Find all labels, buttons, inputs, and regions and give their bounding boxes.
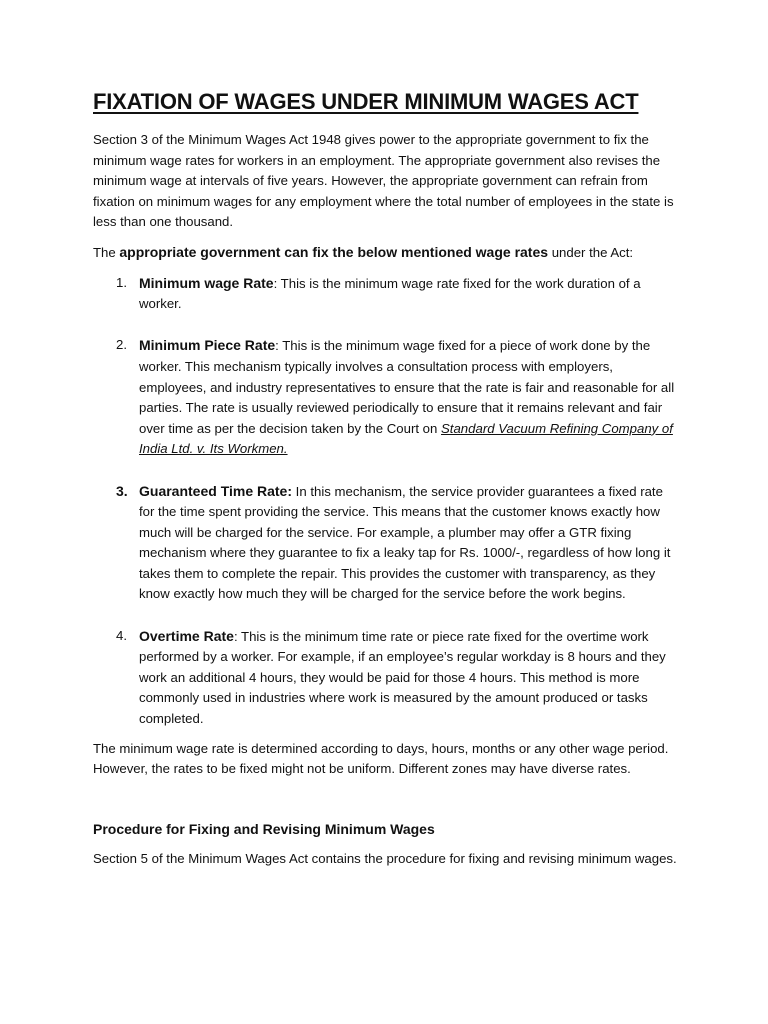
term-guaranteed-time-rate: Guaranteed Time Rate:: [139, 482, 293, 499]
term-minimum-wage-rate: Minimum wage Rate: [139, 274, 274, 291]
term-minimum-piece-rate: Minimum Piece Rate: [139, 337, 276, 354]
list-number: 1.: [116, 274, 127, 290]
procedure-paragraph: Section 5 of the Minimum Wages Act contains the procedure for fixing and revising minimum wages.: [93, 850, 677, 866]
list-item-guaranteed-time-rate: [93, 481, 678, 606]
lead-prefix: The: [93, 244, 120, 260]
list-number: 3.: [116, 482, 128, 499]
document-page: [93, 88, 678, 869]
definition-text: : This is the minimum wage rate fixed for the work duration of a worker.: [139, 275, 641, 312]
list-item-minimum-piece-rate: [93, 335, 678, 460]
list-number: 2.: [116, 337, 127, 353]
definition-text: : This is the minimum time rate or piece rate fixed for the overtime work performed by a worker. For example, if an employee’s regular workday is 8 hours and they work an additional 4 hours, they would be paid for those 4 hours. This method is more commonly used in industries where work is measured by the amount produced or tasks completed.: [139, 628, 666, 727]
lead-suffix: under the Act:: [548, 244, 634, 260]
list-item-minimum-wage-rate: [93, 273, 678, 315]
lead-bold-text: appropriate government can fix the below mentioned wage rates: [119, 243, 549, 260]
case-citation: Standard Vacuum Refining Company of India Ltd. v. Its Workmen.: [139, 420, 673, 457]
document-title: FIXATION OF WAGES UNDER MINIMUM WAGES ACT: [93, 89, 639, 114]
term-overtime-rate: Overtime Rate: [139, 627, 234, 644]
list-number: 4.: [116, 627, 127, 643]
intro-paragraph: Section 3 of the Minimum Wages Act 1948 gives power to the appropriate government to fix the minimum wage rates for workers in an employment. The appropriate government also revises the minimum wage at intervals of five years. However, the appropriate government can refrain from fixation on minimum wages for any employment where the total number of employees in the state is less than one thousand.: [93, 132, 674, 230]
definition-text: In this mechanism, the service provider guarantees a fixed rate for the time spent providing the service. This means that the customer knows exactly how much will be charged for the service. For example, a plumber may offer a GTR fixing mechanism where they guarantee to fix a leaky tap for Rs. 1000/-, regardless of how long it takes them to complete the repair. This provides the customer with transparency, as they know exactly how much they will be charged for the service before the work begins.: [139, 483, 671, 602]
procedure-heading: Procedure for Fixing and Revising Minimum Wages: [93, 820, 435, 837]
definition-text: : This is the minimum wage fixed for a piece of work done by the worker. This mechanism typically involves a consultation process with employers, employees, and industry representatives to ensure that the rate is fair and reasonable for all parties. The rate is usually reviewed periodically to ensure that it remains relevant and fair over time as per the decision taken by the Court on: [139, 338, 675, 436]
wage-rates-list: [93, 273, 678, 730]
lead-paragraph: [93, 242, 678, 264]
list-item-overtime-rate: [93, 626, 678, 730]
closing-paragraph: The minimum wage rate is determined according to days, hours, months or any other wage period. However, the rates to be fixed might not be uniform. Different zones may have diverse rates.: [93, 740, 669, 777]
